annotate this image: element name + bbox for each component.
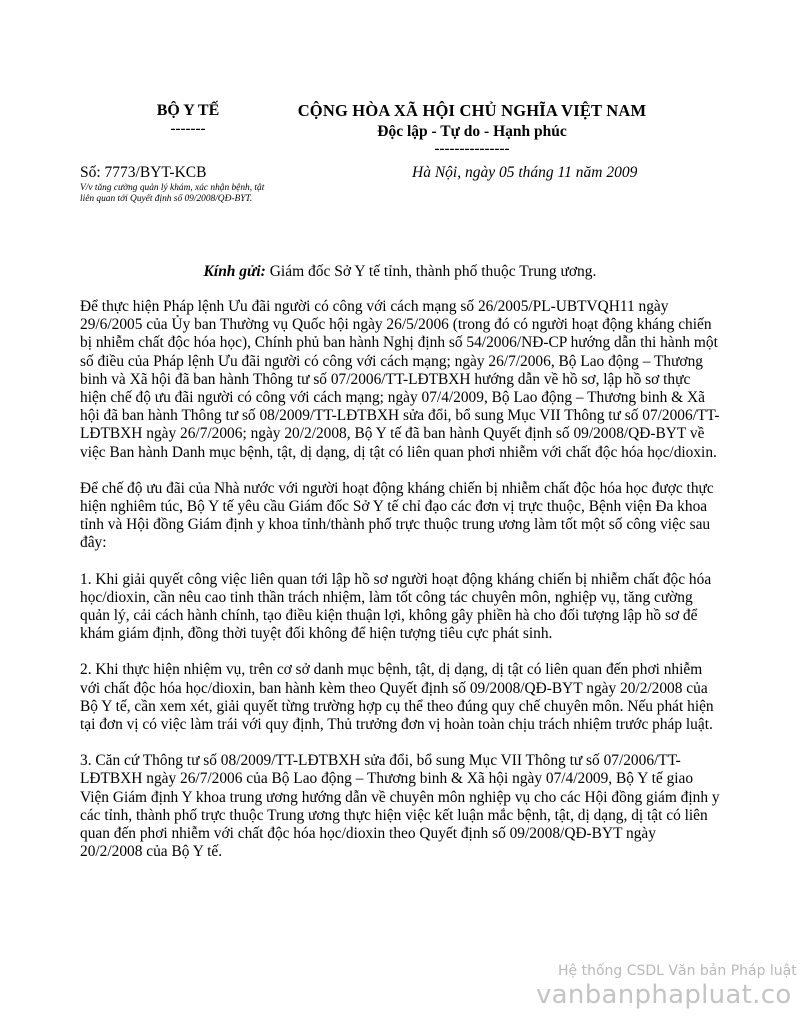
- paragraph-preamble: Để thực hiện Pháp lệnh Ưu đãi người có công với cách mạng số 26/2005/PL-UBTVQH11 ngày 29/6/2005 của Ủy ban Thường vụ Quốc hội ngày 26/5/2006 (trong đó có người hoạt động kháng chiến bị nhiễm chất độc hóa học), Chính phủ ban hành Nghị định số 54/2006/NĐ-CP hướng dẫn thi hành một số điều của Pháp lệnh Ưu đãi người có công với cách mạng; ngày 26/7/2006, Bộ Lao động – Thương binh và Xã hội đã ban hành Thông tư số 07/2006/TT-LĐTBXH hướng dẫn về hồ sơ, lập hồ sơ thực hiện chế độ ưu đãi người có công với cách mạng; ngày 07/4/2009, Bộ Lao động – Thương binh & Xã hội đã ban hành Thông tư số 08/2009/TT-LĐTBXH sửa đổi, bổ sung Mục VII Thông tư số 07/2006/TT-LĐTBXH ngày 26/7/2006; ngày 20/2/2008, Bộ Y tế đã ban hành Quyết định số 09/2008/QĐ-BYT về việc Ban hành Danh mục bệnh, tật, dị dạng, dị tật có liên quan phơi nhiễm với chất độc hóa học/dioxin.: [80, 298, 720, 461]
- document-number: Số: 7773/BYT-KCB: [80, 164, 207, 181]
- watermark-site: vanbanphapluat.co: [536, 980, 792, 1010]
- issuing-agency-block: [108, 100, 268, 136]
- watermark-caption: Hệ thống CSDL Văn bản Pháp luật: [558, 963, 797, 979]
- national-motto: Độc lập - Tự do - Hạnh phúc: [377, 123, 567, 140]
- document-subject: V/v tăng cường quản lý khám, xác nhận bệnh, tật liên quan tới Quyết định số 09/2008/QĐ-BYT.: [80, 183, 265, 204]
- salutation-label: Kính gửi:: [203, 263, 266, 280]
- paragraph-item-2: 2. Khi thực hiện nhiệm vụ, trên cơ sở danh mục bệnh, tật, dị dạng, dị tật có liên quan đến phơi nhiễm với chất độc hóa học/dioxin, ban hành kèm theo Quyết định số 09/2008/QĐ-BYT ngày 20/2/2008 của Bộ Y tế, cần xem xét, giải quyết từng trường hợp cụ thể theo đúng quy chế chuyên môn. Nếu phát hiện tại đơn vị có việc làm trái với quy định, Thủ trưởng đơn vị hoàn toàn chịu trách nhiệm trước pháp luật.: [80, 661, 714, 734]
- salutation: [80, 262, 720, 282]
- agency-separator: -------: [170, 121, 206, 137]
- national-title-block: [282, 100, 662, 156]
- motto-separator: ---------------: [434, 141, 510, 157]
- place-date: Hà Nội, ngày 05 tháng 11 năm 2009: [412, 164, 638, 181]
- paragraph-item-1: 1. Khi giải quyết công việc liên quan tới lập hồ sơ người hoạt động kháng chiến bị nhiễm chất độc hóa học/dioxin, cần nêu cao tinh thần trách nhiệm, làm tốt công tác chuyên môn, nghiệp vụ, tăng cường quản lý, cải cách hành chính, tạo điều kiện thuận lợi, không gây phiền hà cho đối tượng lập hồ sơ để khám giám định, đồng thời tuyệt đối không để hiện tượng tiêu cực phát sinh.: [80, 570, 712, 643]
- salutation-recipient: Giám đốc Sở Y tế tỉnh, thành phố thuộc Trung ương.: [265, 263, 597, 280]
- document-body: [80, 298, 720, 879]
- national-title: CỘNG HÒA XÃ HỘI CHỦ NGHĨA VIỆT NAM: [297, 101, 647, 120]
- issuing-agency: BỘ Y TẾ: [156, 102, 220, 119]
- paragraph-request: Để chế độ ưu đãi của Nhà nước với người hoạt động kháng chiến bị nhiễm chất độc hóa học được thực hiện nghiêm túc, Bộ Y tế yêu cầu Giám đốc Sở Y tế chỉ đạo các đơn vị trực thuộc, Bệnh viện Đa khoa tỉnh và Hội đồng Giám định y khoa tỉnh/thành phố trực thuộc trung ương làm tốt một số công việc sau đây:: [80, 479, 714, 552]
- paragraph-item-3: 3. Căn cứ Thông tư số 08/2009/TT-LĐTBXH sửa đổi, bổ sung Mục VII Thông tư số 07/2006/TT-LĐTBXH ngày 26/7/2006 của Bộ Lao động – Thương binh & Xã hội ngày 07/4/2009, Bộ Y tế giao Viện Giám định Y khoa trung ương hướng dẫn về chuyên môn nghiệp vụ cho các Hội đồng giám định y các tỉnh, thành phố trực thuộc Trung ương thực hiện việc kết luận mắc bệnh, tật, dị dạng, dị tật có liên quan đến phơi nhiễm với chất độc hóa học/dioxin theo Quyết định số 09/2008/QĐ-BYT ngày 20/2/2008 của Bộ Y tế.: [80, 752, 720, 861]
